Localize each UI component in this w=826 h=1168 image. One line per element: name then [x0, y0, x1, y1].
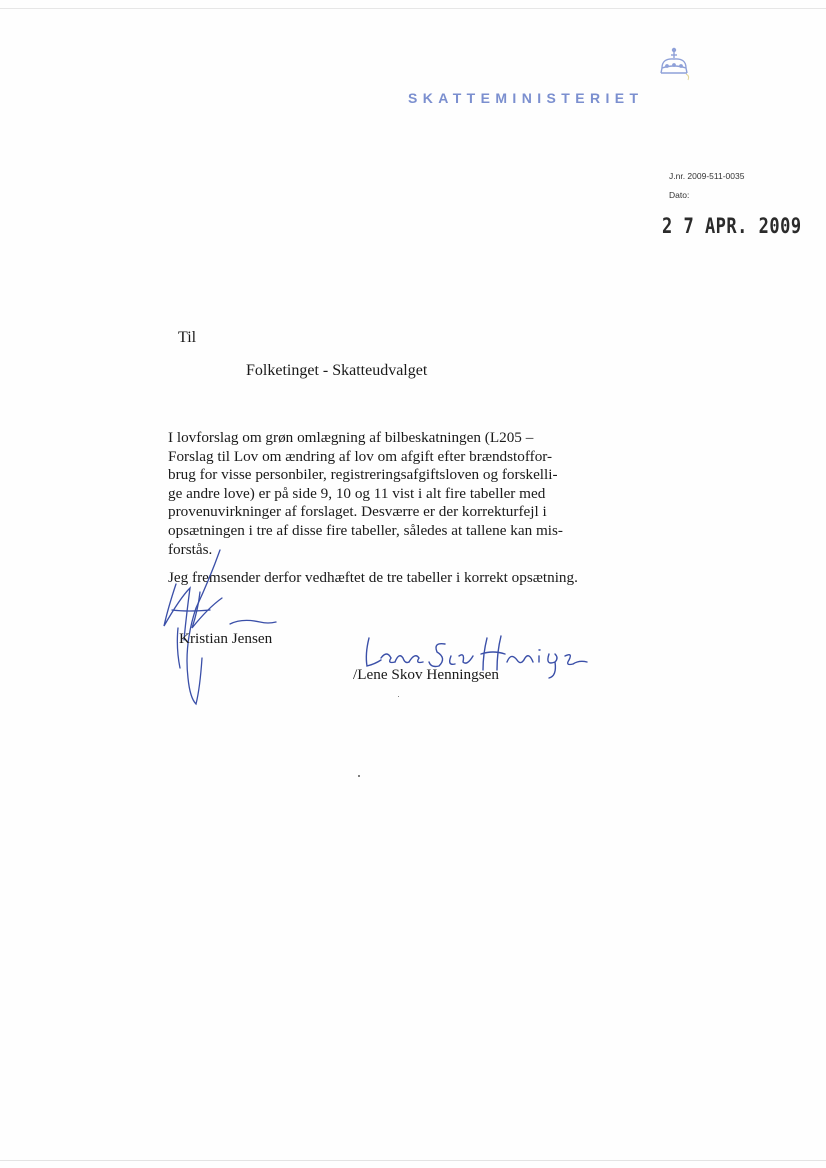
- body-line: opsætningen i tre af disse fire tabeller, således at tallene kan mis-: [168, 521, 563, 539]
- body-line: brug for visse personbiler, registreringsafgiftsloven og forskelli-: [168, 466, 558, 484]
- journal-number: J.nr. 2009-511-0035: [669, 171, 745, 181]
- body-paragraph-2: Jeg fremsender derfor vedhæftet de tre tabeller i korrekt opsætning.: [168, 569, 578, 586]
- top-edge-line: [0, 8, 826, 9]
- date-label: Dato:: [669, 190, 690, 200]
- body-line: I lovforslag om grøn omlægning af bilbeskatningen (L205 –: [168, 429, 534, 446]
- body-paragraph-1: [168, 429, 592, 559]
- signer-2-name: /Lene Skov Henningsen: [353, 666, 499, 683]
- body-line: ge andre love) er på side 9, 10 og 11 vist i alt fire tabeller med: [168, 484, 546, 502]
- ministry-name: SKATTEMINISTERIET: [408, 90, 644, 106]
- scan-speck: [358, 775, 360, 777]
- date-stamp: 2 7 APR. 2009: [662, 214, 802, 239]
- body-line: provenuvirkninger af forslaget. Desværre er der korrekturfejl i: [168, 503, 547, 521]
- to-label: Til: [178, 329, 197, 346]
- bottom-edge-line: [0, 1160, 826, 1161]
- body-line: forstås.: [168, 540, 213, 558]
- scan-speck: [398, 696, 399, 697]
- crown-icon: [656, 46, 692, 86]
- recipient: Folketinget - Skatteudvalget: [246, 362, 428, 379]
- body-line: Forslag til Lov om ændring af lov om afgift efter brændstoffor-: [168, 447, 553, 465]
- signer-1-name: Kristian Jensen: [179, 630, 273, 647]
- signature-kristian-jensen: [150, 548, 290, 708]
